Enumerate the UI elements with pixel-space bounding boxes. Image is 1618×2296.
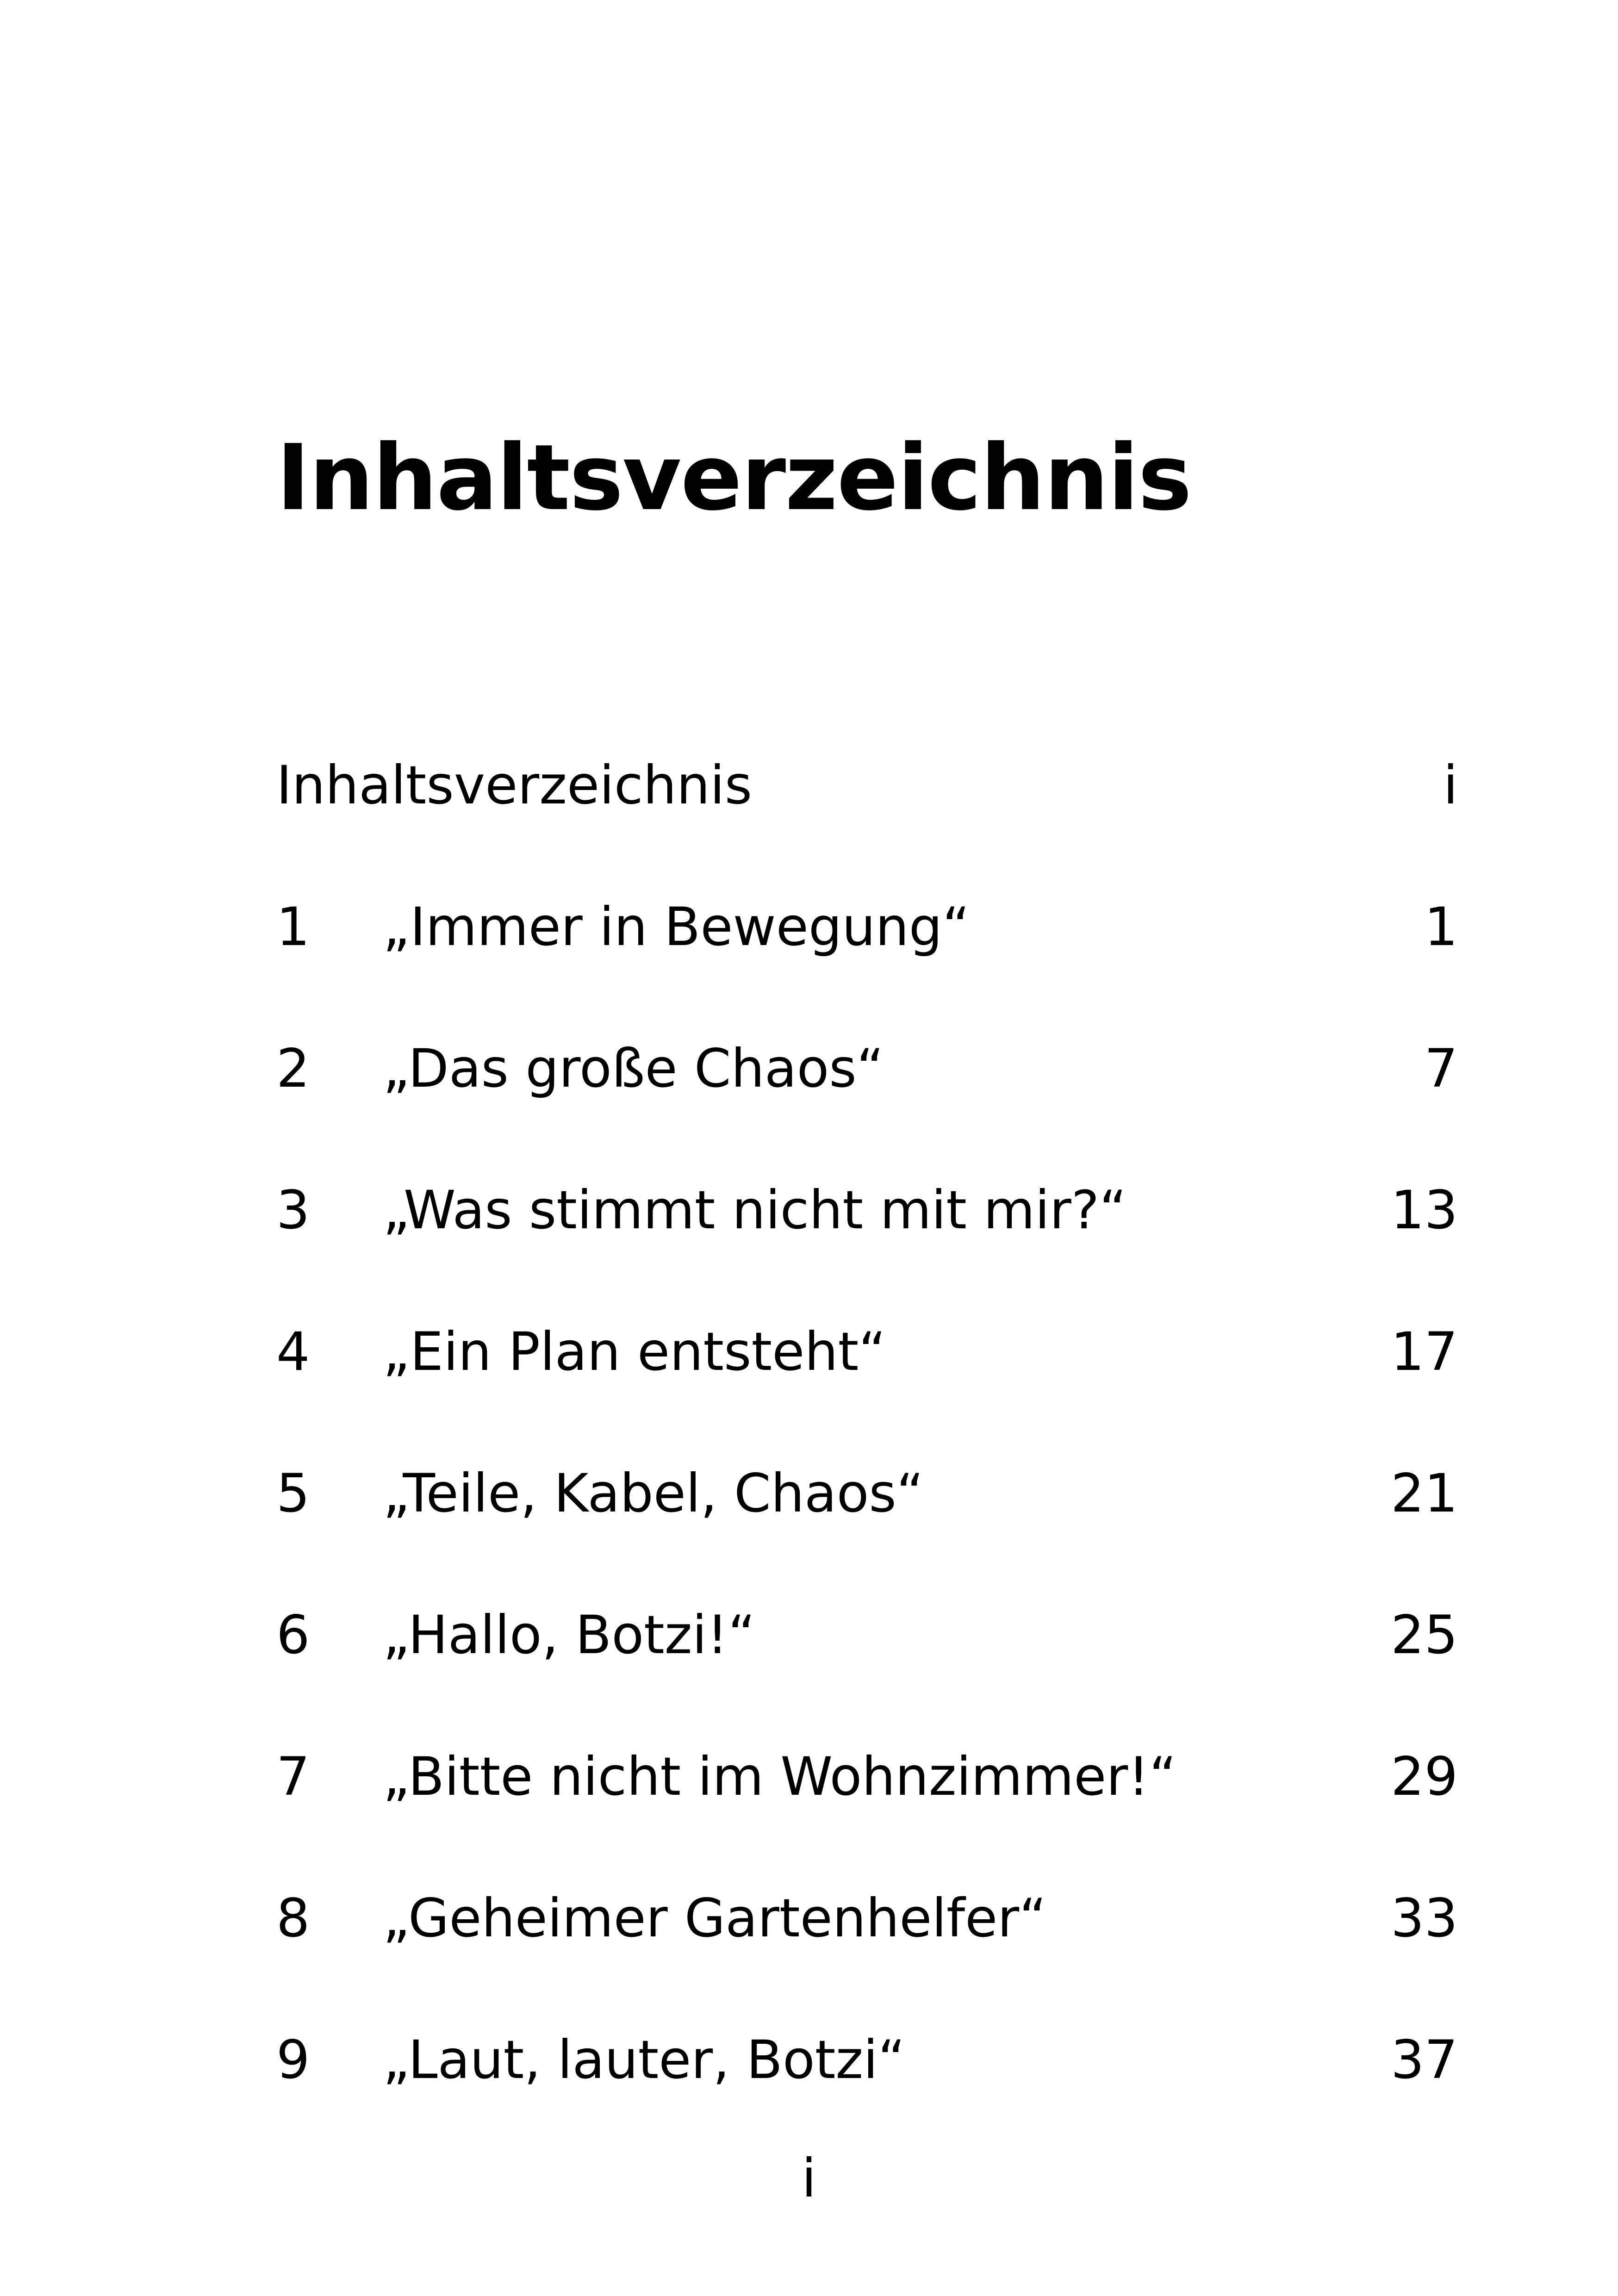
toc-entry-title: „Hallo, Botzi!“ xyxy=(383,1604,756,1666)
toc-entry-page: 21 xyxy=(1390,1462,1458,1524)
toc-entry-page: 7 xyxy=(1424,1038,1458,1099)
toc-entry-5[interactable] xyxy=(276,1462,1458,1609)
toc-entry-page: 17 xyxy=(1390,1321,1458,1382)
toc-entry-title: „Geheimer Gartenhelfer“ xyxy=(383,1887,1047,1949)
toc-entry-1[interactable] xyxy=(276,896,1458,1042)
toc-entry-page: 33 xyxy=(1390,1887,1458,1949)
toc-entry-number: 3 xyxy=(276,1179,310,1241)
table-of-contents xyxy=(276,754,1458,2175)
toc-entry-front[interactable] xyxy=(276,754,1458,901)
toc-entry-2[interactable] xyxy=(276,1038,1458,1184)
toc-entry-number: 1 xyxy=(276,896,310,958)
toc-entry-title: Inhaltsverzeichnis xyxy=(276,754,753,816)
toc-entry-page: i xyxy=(1443,754,1458,816)
toc-entry-number: 4 xyxy=(276,1321,310,1382)
toc-entry-3[interactable] xyxy=(276,1179,1458,1325)
toc-entry-8[interactable] xyxy=(276,1887,1458,2034)
toc-entry-number: 8 xyxy=(276,1887,310,1949)
toc-entry-title: „Laut, lauter, Botzi“ xyxy=(383,2029,905,2091)
toc-entry-title: „Ein Plan entsteht“ xyxy=(383,1321,886,1382)
toc-entry-number: 2 xyxy=(276,1038,310,1099)
toc-entry-number: 9 xyxy=(276,2029,310,2091)
toc-entry-7[interactable] xyxy=(276,1746,1458,1892)
toc-entry-title: „Das große Chaos“ xyxy=(383,1038,884,1099)
page-number: i xyxy=(802,2147,816,2209)
toc-entry-page: 1 xyxy=(1424,896,1458,958)
toc-entry-6[interactable] xyxy=(276,1604,1458,1750)
toc-entry-4[interactable] xyxy=(276,1321,1458,1467)
toc-entry-title: „Immer in Bewegung“ xyxy=(383,896,970,958)
page-title: Inhaltsverzeichnis xyxy=(276,425,1191,531)
toc-entry-title: „Teile, Kabel, Chaos“ xyxy=(383,1462,924,1524)
toc-entry-page: 25 xyxy=(1390,1604,1458,1666)
toc-entry-title: „Bitte nicht im Wohnzimmer!“ xyxy=(383,1746,1177,1807)
toc-entry-page: 37 xyxy=(1390,2029,1458,2091)
toc-entry-page: 29 xyxy=(1390,1746,1458,1807)
toc-entry-number: 6 xyxy=(276,1604,310,1666)
toc-entry-number: 5 xyxy=(276,1462,310,1524)
toc-entry-number: 7 xyxy=(276,1746,310,1807)
toc-entry-page: 13 xyxy=(1390,1179,1458,1241)
toc-entry-title: „Was stimmt nicht mit mir?“ xyxy=(383,1179,1127,1241)
